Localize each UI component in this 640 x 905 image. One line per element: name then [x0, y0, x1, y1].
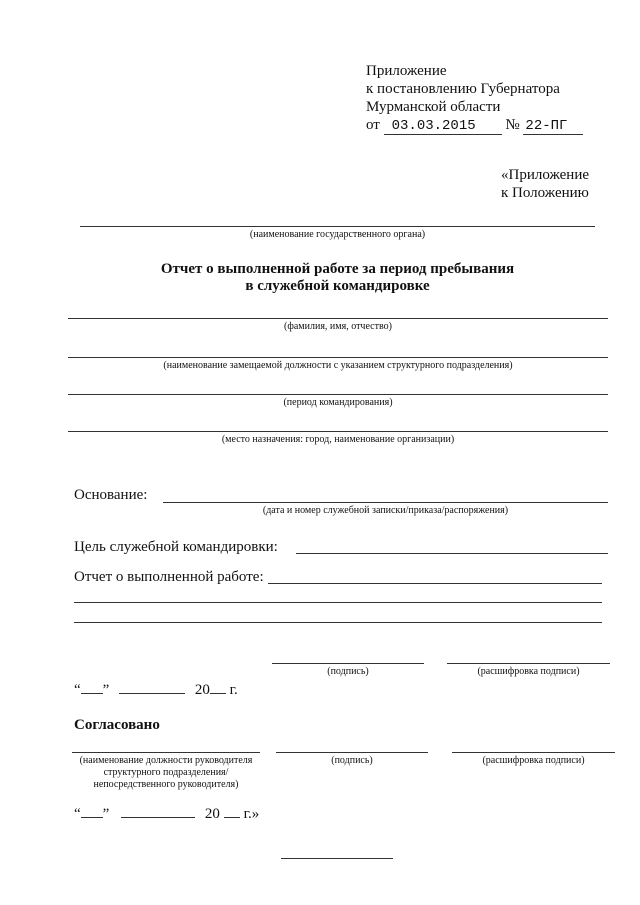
purpose-label: Цель служебной командировки:	[74, 539, 278, 555]
header-date: 03.03.2015	[384, 119, 502, 135]
header-region: Мурманской области	[366, 99, 501, 115]
signature-line	[272, 663, 424, 664]
header-date-number	[366, 116, 583, 135]
basis-caption: (дата и номер служебной записки/приказа/распоряжения)	[262, 505, 509, 516]
annex-regulation: к Положению	[501, 185, 589, 201]
signature-decode-line	[447, 663, 610, 664]
signature-caption: (подпись)	[327, 666, 369, 677]
year-prefix: 20	[194, 682, 210, 698]
fio-caption: (фамилия, имя, отчество)	[284, 321, 392, 332]
destination-caption: (место назначения: город, наименование организации)	[221, 434, 455, 445]
approval-quote-open: “	[74, 806, 81, 822]
report-line-3	[74, 622, 602, 623]
signature-decode-caption: (расшифровка подписи)	[477, 666, 580, 677]
approval-year-prefix: 20	[204, 806, 220, 822]
period-line	[68, 394, 608, 395]
approval-month-blank	[121, 817, 195, 818]
approver-signature-line	[276, 752, 428, 753]
report-label: Отчет о выполненной работе:	[74, 569, 264, 585]
header-appendix: Приложение	[366, 63, 447, 79]
basis-label: Основание:	[74, 487, 148, 503]
annex-label: «Приложение	[501, 167, 590, 183]
document-title-line1: Отчет о выполненной работе за период пребывания	[160, 261, 515, 277]
day-blank	[81, 693, 103, 694]
position-caption: (наименование замещаемой должности с указанием структурного подразделения)	[163, 360, 513, 371]
approver-position-line	[72, 752, 260, 753]
month-blank	[119, 693, 185, 694]
date-quote-close: ”	[102, 682, 110, 698]
header-decree: к постановлению Губернатора	[366, 81, 560, 97]
approval-quote-close: ”	[102, 806, 110, 822]
approval-heading: Согласовано	[74, 717, 160, 733]
organ-line	[80, 226, 595, 227]
header-from-label: от	[366, 117, 380, 133]
approval-date	[74, 805, 259, 823]
header-number: 22-ПГ	[523, 119, 583, 135]
bottom-separator	[281, 858, 393, 859]
document-title-line2: в служебной командировке	[245, 278, 430, 294]
approval-year-blank	[224, 817, 240, 818]
approver-position-caption: (наименование должности руководителя структурного подразделения/непосредственного руководителя)	[79, 755, 253, 790]
header-number-label: №	[505, 117, 520, 133]
report-date	[74, 681, 238, 699]
purpose-line	[296, 553, 608, 554]
destination-line	[68, 431, 608, 432]
approver-decode-line	[452, 752, 615, 753]
organ-caption: (наименование государственного органа)	[249, 229, 426, 240]
basis-line	[163, 502, 608, 503]
fio-line	[68, 318, 608, 319]
report-line-1	[268, 583, 602, 584]
year-suffix: г.	[229, 682, 238, 698]
year-blank	[210, 693, 226, 694]
approver-signature-caption: (подпись)	[331, 755, 373, 766]
date-quote-open: “	[74, 682, 81, 698]
period-caption: (период командирования)	[283, 397, 393, 408]
report-line-2	[74, 602, 602, 603]
approver-decode-caption: (расшифровка подписи)	[482, 755, 585, 766]
approval-year-suffix: г.»	[243, 806, 260, 822]
position-line	[68, 357, 608, 358]
approval-day-blank	[81, 817, 103, 818]
